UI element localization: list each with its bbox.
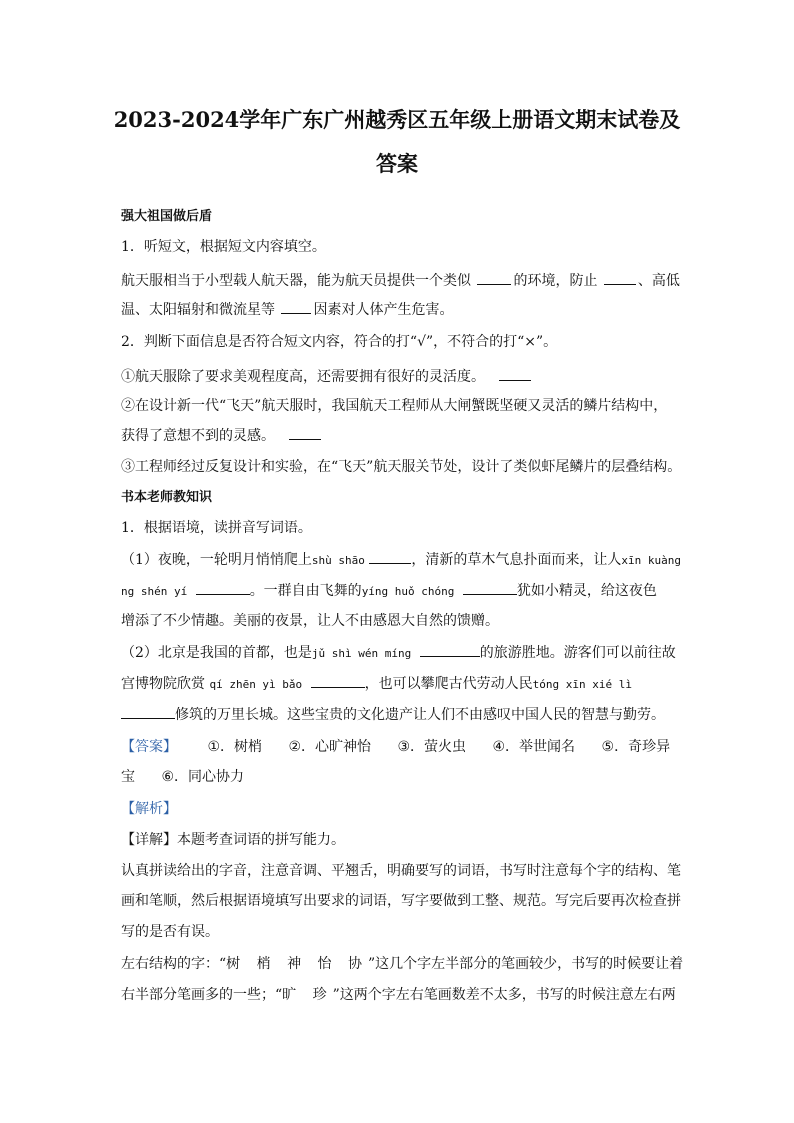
answer-item: 宝	[121, 769, 135, 785]
analysis-para-2-line-1: 左右结构的字：“树 梢 神 怡 协”这几个字左半部分的笔画较少，书写的时候要让着	[121, 956, 684, 972]
answer-line-2	[121, 767, 681, 787]
pinyin-prompt: yíng huǒ chóng	[361, 585, 455, 598]
answer-blank[interactable]	[121, 705, 175, 719]
answer-blank[interactable]	[463, 581, 517, 595]
title-line-1: 2023-2024学年广东广州越秀区五年级上册语文期末试卷及	[113, 107, 681, 132]
pinyin-prompt: tóng xīn xié lì	[532, 678, 632, 691]
passage-1-line-2: ng shén yí 。一群自由飞舞的yíng huǒ chóng 犹如小精灵，给这夜色	[121, 583, 657, 599]
analysis-para-1-line-3: 写的是否有误。	[121, 924, 219, 940]
pinyin-prompt: ng shén yí	[121, 585, 188, 598]
answer-label: 【答案】	[121, 739, 177, 755]
answer-blank[interactable]	[289, 426, 321, 440]
answer-blank[interactable]	[477, 271, 511, 285]
answer-line-1	[121, 737, 681, 757]
question-pinyin-prompt: 1．根据语境，读拼音写词语。	[121, 520, 312, 536]
statement-3: ③工程师经过反复设计和实验，在“飞天”航天服关节处，设计了类似虾尾鳞片的层叠结构。	[121, 459, 682, 475]
question-2-prompt: 2．判断下面信息是否符合短文内容，符合的打“√”，不符合的打“×”。	[121, 334, 558, 350]
pinyin-prompt: qí zhēn yì bǎo	[209, 678, 303, 691]
answer-item: ①．树梢	[207, 739, 263, 755]
detail-line: 【详解】本题考查词语的拼写能力。	[121, 832, 345, 848]
passage-1-line-3: 增添了不少情趣。美丽的夜景，让人不由感恩大自然的馈赠。	[121, 613, 499, 629]
answer-blank[interactable]	[281, 300, 311, 314]
fill-line-2: 温、太阳辐射和微流星等 因素对人体产生危害。	[121, 302, 454, 318]
answer-blank[interactable]	[499, 367, 531, 381]
answer-blank[interactable]	[196, 581, 250, 595]
statement-1: ①航天服除了要求美观程度高，还需要拥有很好的灵活度。	[121, 367, 681, 387]
section-heading-2: 书本老师教知识	[121, 490, 213, 505]
answer-blank[interactable]	[604, 271, 636, 285]
detail-label: 【详解】	[121, 832, 177, 848]
analysis-para-1-line-1: 认真拼读给出的字音，注意音调、平翘舌，明确要写的词语，书写时注意每个字的结构、笔	[121, 863, 681, 879]
answer-item: ④．举世闻名	[492, 739, 576, 755]
pinyin-prompt: jǔ shì wén míng	[311, 647, 412, 660]
answer-item: ⑤．奇珍异	[601, 739, 671, 755]
statement-2-line-2: 获得了意想不到的灵感。	[121, 426, 681, 446]
passage-2-line-3: 修筑的万里长城。这些宝贵的文化遗产让人们不由感叹中国人民的智慧与勤劳。	[121, 705, 681, 725]
answer-blank[interactable]	[311, 674, 365, 688]
statement-2-line-1: ②在设计新一代“飞天”航天服时，我国航天工程师从大闸蟹既坚硬又灵活的鳞片结构中，	[121, 398, 668, 414]
analysis-para-2-line-2: 右半部分笔画多的一些；“旷 珍”这两个字左右笔画数差不太多，书写的时候注意左右两	[121, 987, 676, 1003]
title-line-2: 答案	[376, 151, 418, 176]
analysis-para-1-line-2: 画和笔顺，然后根据语境填写出要求的词语，写字要做到工整、规范。写完后要再次检查拼	[121, 893, 681, 909]
pinyin-prompt: shù shāo	[311, 554, 365, 567]
passage-2-line-1: （2）北京是我国的首都，也是jǔ shì wén míng 的旅游胜地。游客们可以前往故	[121, 645, 676, 661]
answer-item: ⑥．同心协力	[161, 769, 245, 785]
answer-blank[interactable]	[369, 550, 411, 564]
passage-2-line-2: 宫博物院欣赏 qí zhēn yì bǎo ，也可以攀爬古代劳动人民tóng xīn xié lì	[121, 676, 632, 692]
passage-1-line-1: （1）夜晚，一轮明月悄悄爬上shù shāo ，清新的草木气息扑面而来，让人xīn kuàng	[121, 552, 681, 568]
pinyin-prompt: xīn kuàng	[621, 554, 681, 567]
question-1-prompt: 1．听短文，根据短文内容填空。	[121, 239, 326, 255]
answer-item: ③．萤火虫	[397, 739, 467, 755]
answer-blank[interactable]	[420, 643, 480, 657]
analysis-label: 【解析】	[121, 801, 177, 817]
document-title	[110, 98, 684, 186]
answer-item: ②．心旷神怡	[288, 739, 372, 755]
section-heading-1: 强大祖国做后盾	[121, 209, 213, 224]
fill-line-1: 航天服相当于小型载人航天器，能为航天员提供一个类似 的环境，防止 、高低	[121, 273, 680, 289]
